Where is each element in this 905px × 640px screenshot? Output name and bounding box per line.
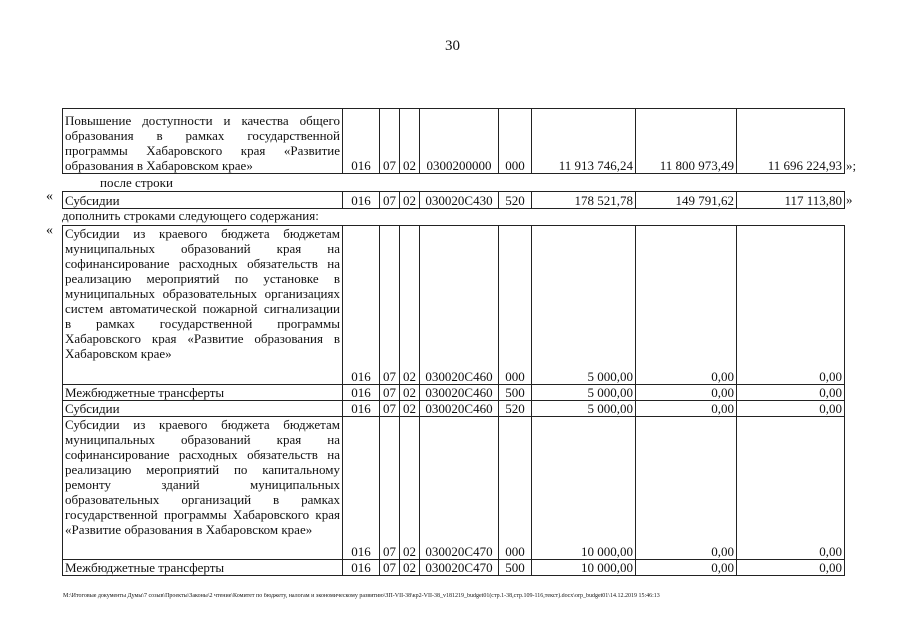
note-supplement: дополнить строками следующего содержания: bbox=[62, 208, 319, 223]
cell-pr: 02 bbox=[400, 385, 420, 401]
cell-value-1: 5 000,00 bbox=[532, 226, 636, 385]
cell-csr: 030020С460 bbox=[420, 401, 499, 417]
cell-value-3: 0,00 bbox=[737, 417, 845, 560]
row-description: Субсидии из краевого бюджета бюджетам муниципальных образований края на софинансирование расходных обязательств на реализацию мероприятий по капитальному ремонту зданий муниципальных образовательных организаций в рамках государственной программы Хабаровского края «Развитие образования в Хабаровском крае» bbox=[63, 417, 343, 560]
file-path-footer: М:\Итоговые документы Думы\7 созыв\Проекты\Законы\2 чтение\Комитет по бюджету, налогам и экономическому развитию\ЗП-VII-38\кр2-VII-38_v181219_budget01(стр.1-38,стр.109-116,текст).docx\orp_budget01\14.12.2019 15:46:13 bbox=[63, 593, 660, 599]
cell-value-1: 10 000,00 bbox=[532, 417, 636, 560]
cell-rz: 07 bbox=[380, 226, 400, 385]
cell-value-3: 0,00 bbox=[737, 385, 845, 401]
table-row bbox=[63, 385, 845, 401]
table-row bbox=[63, 417, 845, 560]
cell-vr: 500 bbox=[499, 385, 532, 401]
row-description: Межбюджетные трансферты bbox=[63, 560, 343, 576]
cell-value-1: 11 913 746,24 bbox=[532, 109, 636, 174]
cell-pr: 02 bbox=[400, 109, 420, 174]
cell-value-1: 5 000,00 bbox=[532, 385, 636, 401]
row-description: Субсидии из краевого бюджета бюджетам муниципальных образований края на софинансирование расходных обязательств на реализацию мероприятий по установке в муниципальных образовательных организациях систем автоматической пожарной сигнализации в рамках государственной программы Хабаровского края «Развитие образования в Хабаровском крае» bbox=[63, 226, 343, 385]
cell-value-2: 149 791,62 bbox=[636, 192, 737, 209]
row-description: Повышение доступности и качества общего образования в рамках государственной программы Хабаровского края «Развитие образования в Хабаровском крае» bbox=[63, 109, 343, 174]
cell-ved: 016 bbox=[343, 192, 380, 209]
cell-csr: 030020С470 bbox=[420, 417, 499, 560]
cell-pr: 02 bbox=[400, 401, 420, 417]
table-row bbox=[63, 226, 845, 385]
cell-pr: 02 bbox=[400, 226, 420, 385]
cell-value-1: 5 000,00 bbox=[532, 401, 636, 417]
cell-ved: 016 bbox=[343, 385, 380, 401]
page-number: 30 bbox=[445, 38, 460, 54]
cell-rz: 07 bbox=[380, 417, 400, 560]
cell-pr: 02 bbox=[400, 192, 420, 209]
cell-value-3: 0,00 bbox=[737, 560, 845, 576]
table-added-rows bbox=[62, 225, 845, 576]
note-after-row: после строки bbox=[100, 175, 173, 190]
cell-value-2: 11 800 973,49 bbox=[636, 109, 737, 174]
closing-quote: » bbox=[846, 192, 853, 207]
cell-vr: 500 bbox=[499, 560, 532, 576]
table-row bbox=[63, 401, 845, 417]
cell-ved: 016 bbox=[343, 560, 380, 576]
cell-vr: 000 bbox=[499, 417, 532, 560]
cell-rz: 07 bbox=[380, 385, 400, 401]
cell-value-2: 0,00 bbox=[636, 401, 737, 417]
cell-value-3: 0,00 bbox=[737, 401, 845, 417]
cell-rz: 07 bbox=[380, 560, 400, 576]
cell-csr: 030020С460 bbox=[420, 226, 499, 385]
row-description: Субсидии bbox=[63, 192, 343, 209]
cell-vr: 520 bbox=[499, 192, 532, 209]
cell-pr: 02 bbox=[400, 560, 420, 576]
cell-csr: 030020С460 bbox=[420, 385, 499, 401]
cell-ved: 016 bbox=[343, 401, 380, 417]
cell-value-2: 0,00 bbox=[636, 417, 737, 560]
table-program-row bbox=[62, 108, 845, 174]
cell-rz: 07 bbox=[380, 192, 400, 209]
cell-value-1: 10 000,00 bbox=[532, 560, 636, 576]
table-subsidy-row bbox=[62, 191, 845, 209]
cell-value-2: 0,00 bbox=[636, 560, 737, 576]
cell-value-3: 0,00 bbox=[737, 226, 845, 385]
row-description: Субсидии bbox=[63, 401, 343, 417]
cell-rz: 07 bbox=[380, 401, 400, 417]
cell-value-2: 0,00 bbox=[636, 226, 737, 385]
cell-ved: 016 bbox=[343, 226, 380, 385]
cell-vr: 000 bbox=[499, 109, 532, 174]
row-description: Межбюджетные трансферты bbox=[63, 385, 343, 401]
cell-vr: 520 bbox=[499, 401, 532, 417]
cell-csr: 0300200000 bbox=[420, 109, 499, 174]
cell-vr: 000 bbox=[499, 226, 532, 385]
opening-quote: « bbox=[46, 189, 53, 204]
cell-ved: 016 bbox=[343, 109, 380, 174]
cell-pr: 02 bbox=[400, 417, 420, 560]
cell-csr: 030020С470 bbox=[420, 560, 499, 576]
cell-rz: 07 bbox=[380, 109, 400, 174]
cell-value-3: 11 696 224,93 bbox=[737, 109, 845, 174]
opening-quote: « bbox=[46, 223, 53, 238]
cell-ved: 016 bbox=[343, 417, 380, 560]
cell-value-1: 178 521,78 bbox=[532, 192, 636, 209]
cell-csr: 030020С430 bbox=[420, 192, 499, 209]
cell-value-3: 117 113,80 bbox=[737, 192, 845, 209]
table-row bbox=[63, 560, 845, 576]
closing-quote-semicolon: »; bbox=[846, 158, 857, 173]
cell-value-2: 0,00 bbox=[636, 385, 737, 401]
